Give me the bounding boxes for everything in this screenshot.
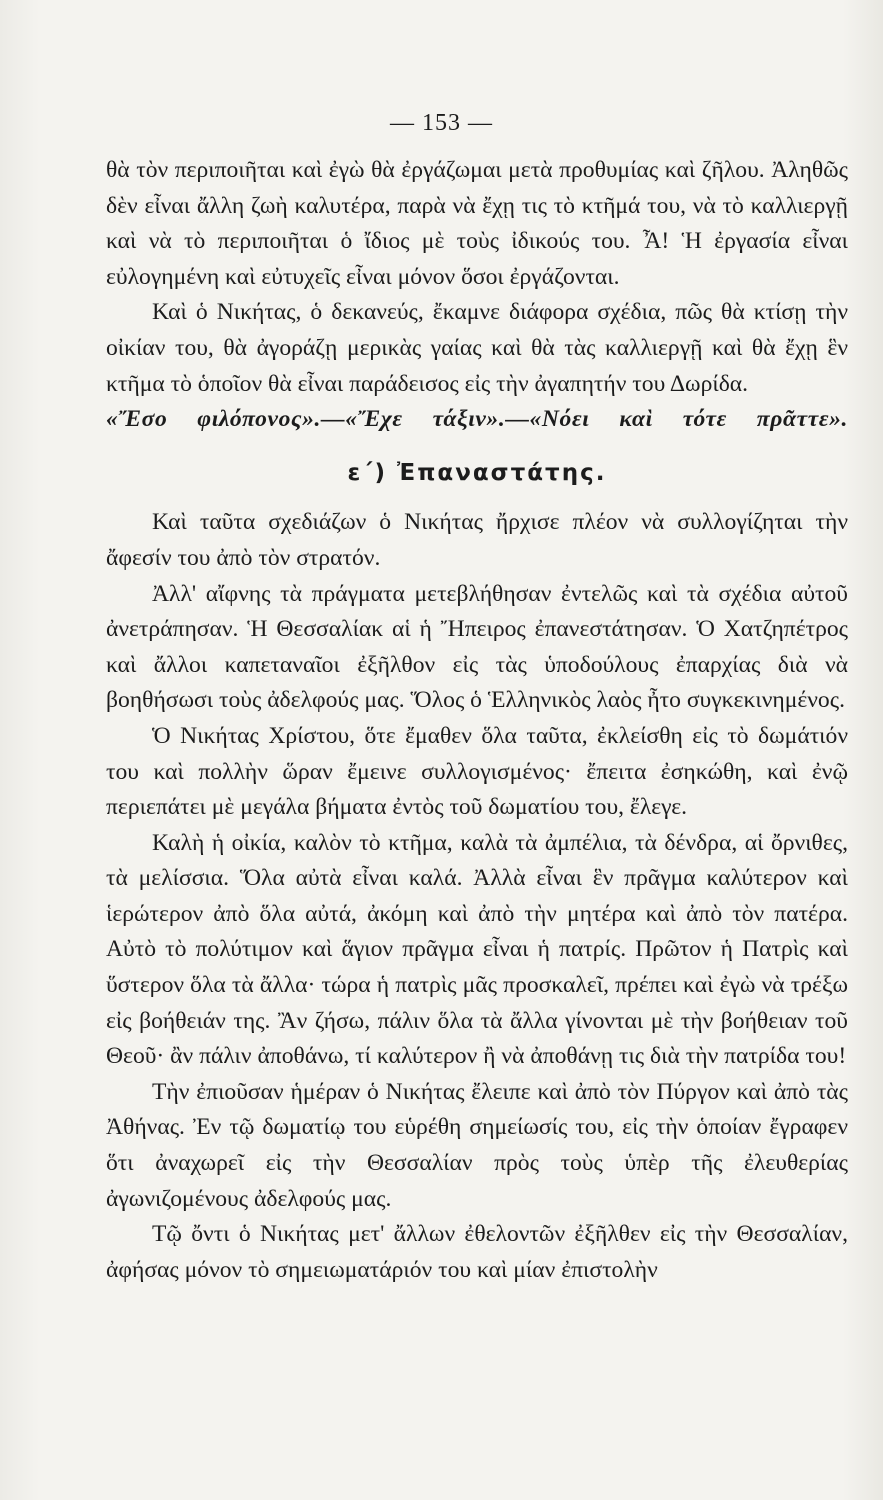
paragraph-6: Καλὴ ἡ οἰκία, καλὸν τὸ κτῆμα, καλὰ τὰ ἀμπέλια, τὰ δένδρα, αἱ ὄρνιθες, τὰ μελίσσια. Ὅλα αὐτὰ εἶναι καλά. Ἀλλὰ εἶναι ἓν πρᾶγμα καλύτερον καὶ ἱερώτερον ἀπὸ ὅλα αὐτά, ἀκόμη καὶ ἀπὸ τὴν μητέρα καὶ ἀπὸ τὸν πατέρα. Αὐτὸ τὸ πολύτιμον καὶ ἅγιον πρᾶγμα εἶναι ἡ πατρίς. Πρῶτον ἡ Πατρὶς καὶ ὕστερον ὅλα τὰ ἄλλα· τώρα ἡ πατρὶς μᾶς προσκαλεῖ, πρέπει καὶ ἐγὼ νὰ τρέξω εἰς βοήθειάν της. Ἂν ζήσω, πάλιν ὅλα τὰ ἄλλα γίνονται μὲ τὴν βοήθειαν τοῦ Θεοῦ· ἂν πάλιν ἀποθάνω, τί καλύτερον ἢ νὰ ἀποθάνῃ τις διὰ τὴν πατρίδα του! — [106, 829, 848, 1070]
paragraph-8: Τῷ ὄντι ὁ Νικήτας μετ' ἄλλων ἐθελοντῶν ἐξῆλθεν εἰς τὴν Θεσσαλίαν, ἀφήσας μόνον τὸ σημειωματάριόν του καὶ μίαν ἐπιστολὴν — [106, 1221, 848, 1283]
paragraph-5: Ὁ Νικήτας Χρίστου, ὅτε ἔμαθεν ὅλα ταῦτα, ἐκλείσθη εἰς τὸ δωμάτιόν του καὶ πολλὴν ὥραν ἔμεινε συλλογισμένος· ἔπειτα ἐσηκώθη, καὶ ἐνῷ περιεπάτει μὲ μεγάλα βήματα ἐντὸς τοῦ δωματίου του, ἔλεγε. — [106, 722, 848, 821]
section-heading: ε΄) Ἐπαναστάτης. — [347, 459, 607, 486]
paragraph-3: Καὶ ταῦτα σχεδιάζων ὁ Νικήτας ἤρχισε πλέον νὰ συλλογίζηται τὴν ἄφεσίν του ἀπὸ τὸν στρατόν. — [106, 509, 848, 571]
paragraph-1: θὰ τὸν περιποιῆται καὶ ἐγὼ θὰ ἐργάζωμαι μετὰ προθυμίας καὶ ζῆλου. Ἀληθῶς δὲν εἶναι ἄλλη ζωὴ καλυτέρα, παρὰ νὰ ἔχῃ τις τὸ κτῆμά του, νὰ τὸ καλλιεργῇ καὶ νὰ τὸ περιποιῆται ὁ ἴδιος μὲ τοὺς ἰδικούς του. Ἆ! Ἡ ἐργασία εἶναι εὐλογημένη καὶ εὐτυχεῖς εἶναι μόνον ὅσοι ἐργάζονται. — [106, 157, 848, 290]
paragraph-2: Καὶ ὁ Νικήτας, ὁ δεκανεύς, ἔκαμνε διάφορα σχέδια, πῶς θὰ κτίσῃ τὴν οἰκίαν του, θὰ ἀγοράζῃ μερικὰς γαίας καὶ θὰ τὰς καλλιεργῇ καὶ θὰ ἔχῃ ἓν κτῆμα τὸ ὁποῖον θὰ εἶναι παράδεισος εἰς τὴν ἀγαπητήν του Δωρίδα. — [106, 299, 848, 397]
body-text — [106, 153, 848, 1288]
page-number: — 153 — — [390, 110, 493, 136]
mottos-line: «Ἔσο φιλόπονος».—«Ἔχε τάξιν».—«Νόει καὶ τότε πρᾶττε». — [106, 406, 848, 433]
paragraph-7: Τὴν ἐπιοῦσαν ἡμέραν ὁ Νικήτας ἔλειπε καὶ ἀπὸ τὸν Πύργον καὶ ἀπὸ τὰς Ἀθήνας. Ἐν τῷ δωματίῳ του εὑρέθη σημείωσίς του, εἰς τὴν ὁποίαν ἔγραφεν ὅτι ἀναχωρεῖ εἰς τὴν Θεσσαλίαν πρὸς τοὺς ὑπὲρ τῆς ἐλευθερίας ἀγωνιζομένους ἀδελφούς μας. — [106, 1078, 848, 1212]
paragraph-4: Ἀλλ' αἴφνης τὰ πράγματα μετεβλήθησαν ἐντελῶς καὶ τὰ σχέδια αὐτοῦ ἀνετράπησαν. Ἡ Θεσσαλίακ αἱ ἡ Ἤπειρος ἐπανεστάτησαν. Ὁ Χατζηπέτρος καὶ ἄλλοι καπεταναῖοι ἐξῆλθον εἰς τὰς ὑποδούλους ἐπαρχίας διὰ νὰ βοηθήσωσι τοὺς ἀδελφούς μας. Ὅλος ὁ Ἑλληνικὸς λαὸς ἦτο συγκεκινημένος. — [106, 580, 848, 714]
